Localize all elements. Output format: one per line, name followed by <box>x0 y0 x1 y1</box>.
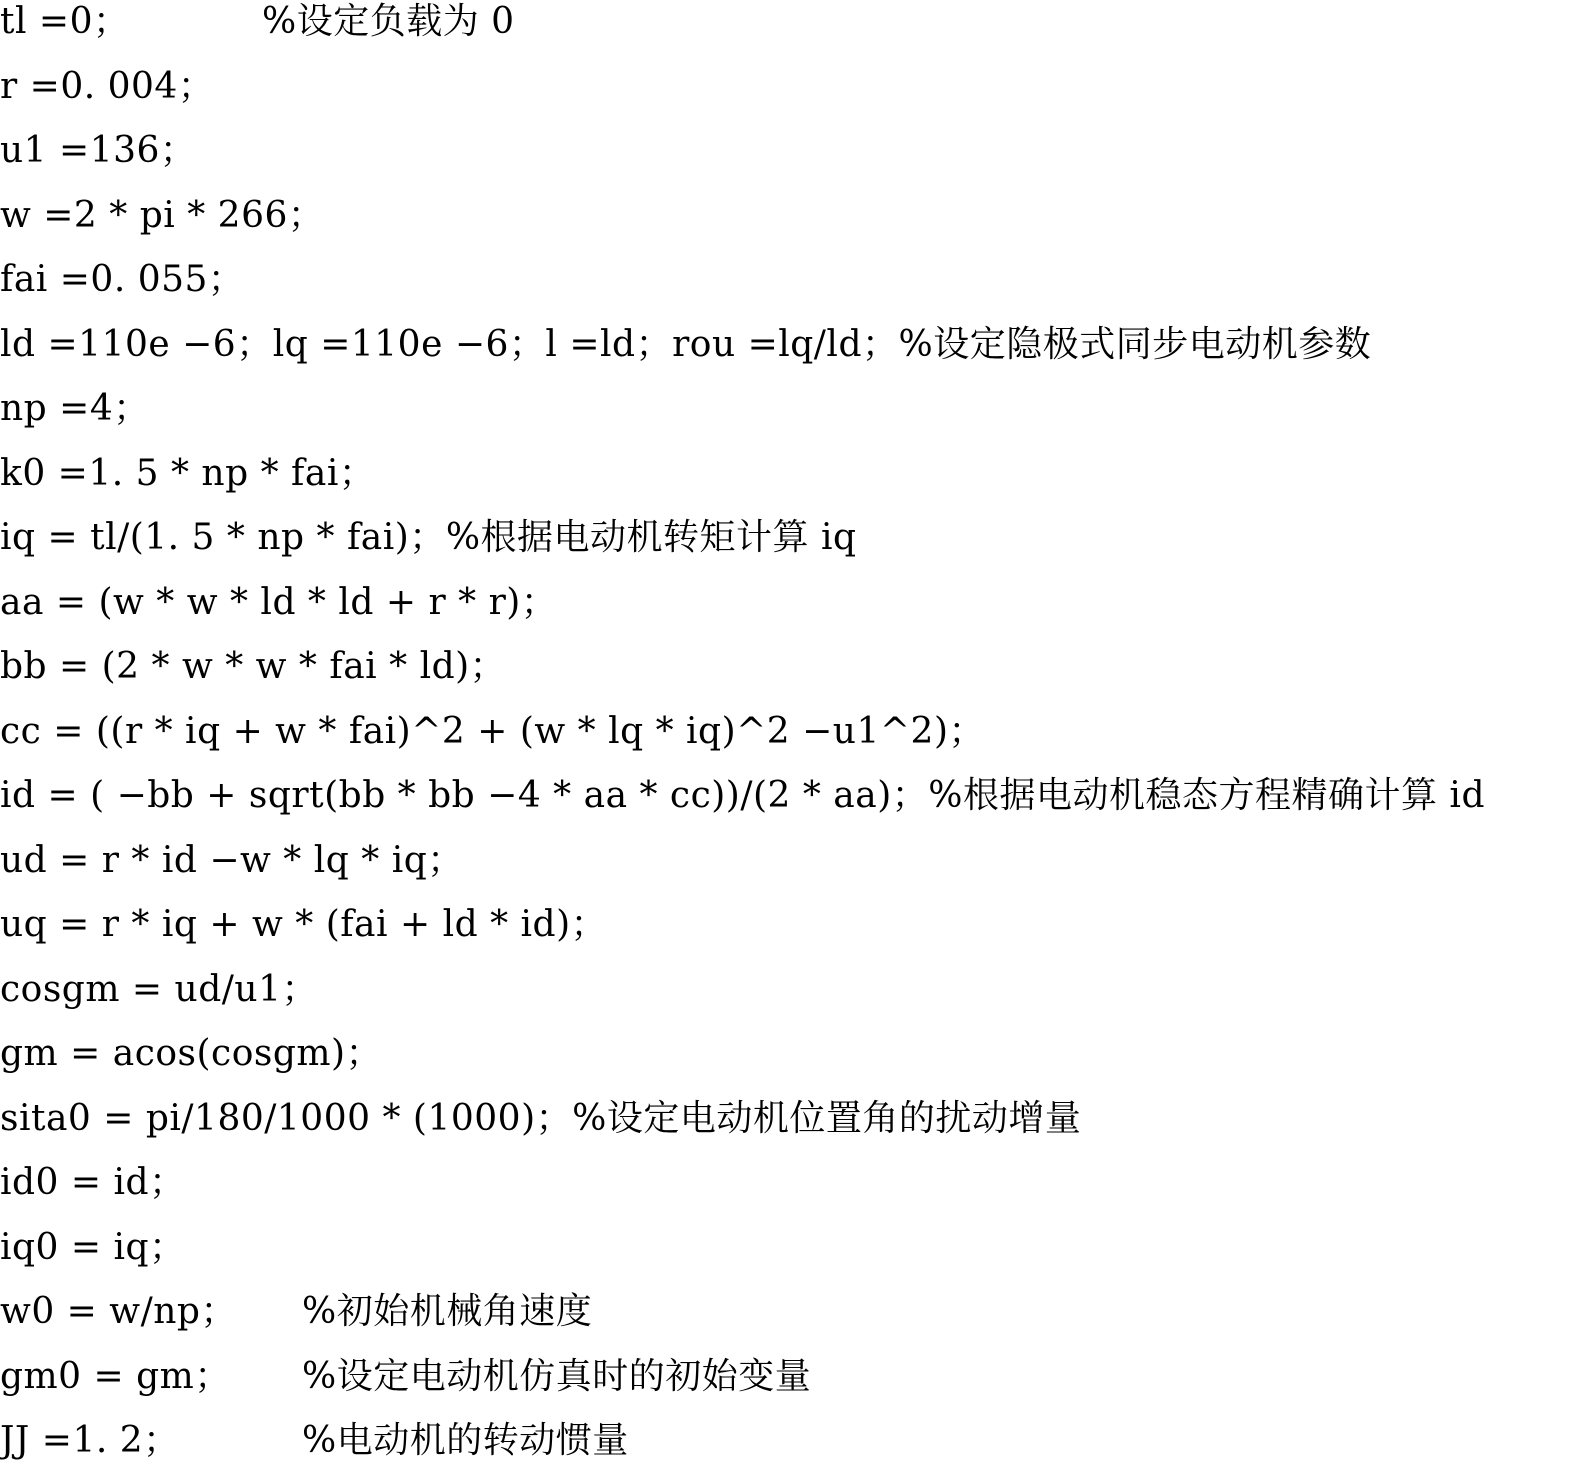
code-statement: cc = ((r * iq + w * fai)^2 + (w * lq * iq)^2 −u1^2)； <box>0 710 986 752</box>
code-line <box>0 968 1594 1033</box>
code-comment: %根据电动机稳态方程精确计算 id <box>928 775 1485 816</box>
code-line <box>0 258 1594 323</box>
code-statement: gm0 = gm； <box>0 1355 231 1397</box>
code-statement: k0 =1. 5 * np * fai； <box>0 452 376 494</box>
code-statement: sita0 = pi/180/1000 * (1000)； <box>0 1097 573 1139</box>
code-statement: tl =0； <box>0 1 130 42</box>
code-line <box>0 1419 1594 1484</box>
code-comment: %设定电动机仿真时的初始变量 <box>302 1355 812 1397</box>
code-comment: %初始机械角速度 <box>302 1291 593 1332</box>
code-line <box>0 581 1594 646</box>
code-line <box>0 1032 1594 1097</box>
code-statement: id0 = id； <box>0 1162 186 1203</box>
code-line <box>0 194 1594 259</box>
code-comment: %设定负载为 0 <box>262 1 515 42</box>
code-statement: uq = r * iq + w * (fai + ld * id)； <box>0 904 608 945</box>
code-statement: np =4； <box>0 388 150 429</box>
code-statement: ld =110e −6；lq =110e −6；l =ld；rou =lq/ld； <box>0 323 899 365</box>
code-statement: fai =0. 055； <box>0 259 245 300</box>
code-line <box>0 1226 1594 1291</box>
code-statement: r =0. 004； <box>0 65 215 107</box>
code-line <box>0 129 1594 194</box>
code-line <box>0 323 1594 388</box>
code-statement: aa = (w * w * ld * ld + r * r)； <box>0 581 558 623</box>
code-statement: iq0 = iq； <box>0 1226 186 1268</box>
code-statement: JJ =1. 2； <box>0 1420 180 1461</box>
code-line <box>0 65 1594 130</box>
code-line <box>0 645 1594 710</box>
code-line <box>0 516 1594 581</box>
code-line <box>0 1097 1594 1162</box>
code-statement: w0 = w/np； <box>0 1291 237 1332</box>
code-statement: ud = r * id −w * lq * iq； <box>0 839 464 881</box>
code-statement: gm = acos(cosgm)； <box>0 1033 383 1074</box>
code-statement: cosgm = ud/u1； <box>0 968 318 1010</box>
code-comment: %根据电动机转矩计算 iq <box>445 517 857 558</box>
code-comment: %设定电动机位置角的扰动增量 <box>572 1097 1082 1139</box>
code-statement: bb = (2 * w * w * fai * ld)； <box>0 646 507 687</box>
code-line <box>0 903 1594 968</box>
code-line <box>0 1161 1594 1226</box>
code-line <box>0 387 1594 452</box>
code-line <box>0 839 1594 904</box>
code-line <box>0 1290 1594 1355</box>
code-statement: id = ( −bb + sqrt(bb * bb −4 * aa * cc))/(2 * aa)； <box>0 775 929 816</box>
code-comment: %电动机的转动惯量 <box>302 1420 629 1461</box>
code-statement: iq = tl/(1. 5 * np * fai)； <box>0 517 446 558</box>
code-line <box>0 710 1594 775</box>
code-line <box>0 774 1594 839</box>
code-comment: %设定隐极式同步电动机参数 <box>898 323 1372 365</box>
code-statement: u1 =136； <box>0 130 197 171</box>
code-line <box>0 452 1594 517</box>
code-statement: w =2 * pi * 266； <box>0 194 325 236</box>
code-line <box>0 0 1594 65</box>
code-line <box>0 1355 1594 1420</box>
